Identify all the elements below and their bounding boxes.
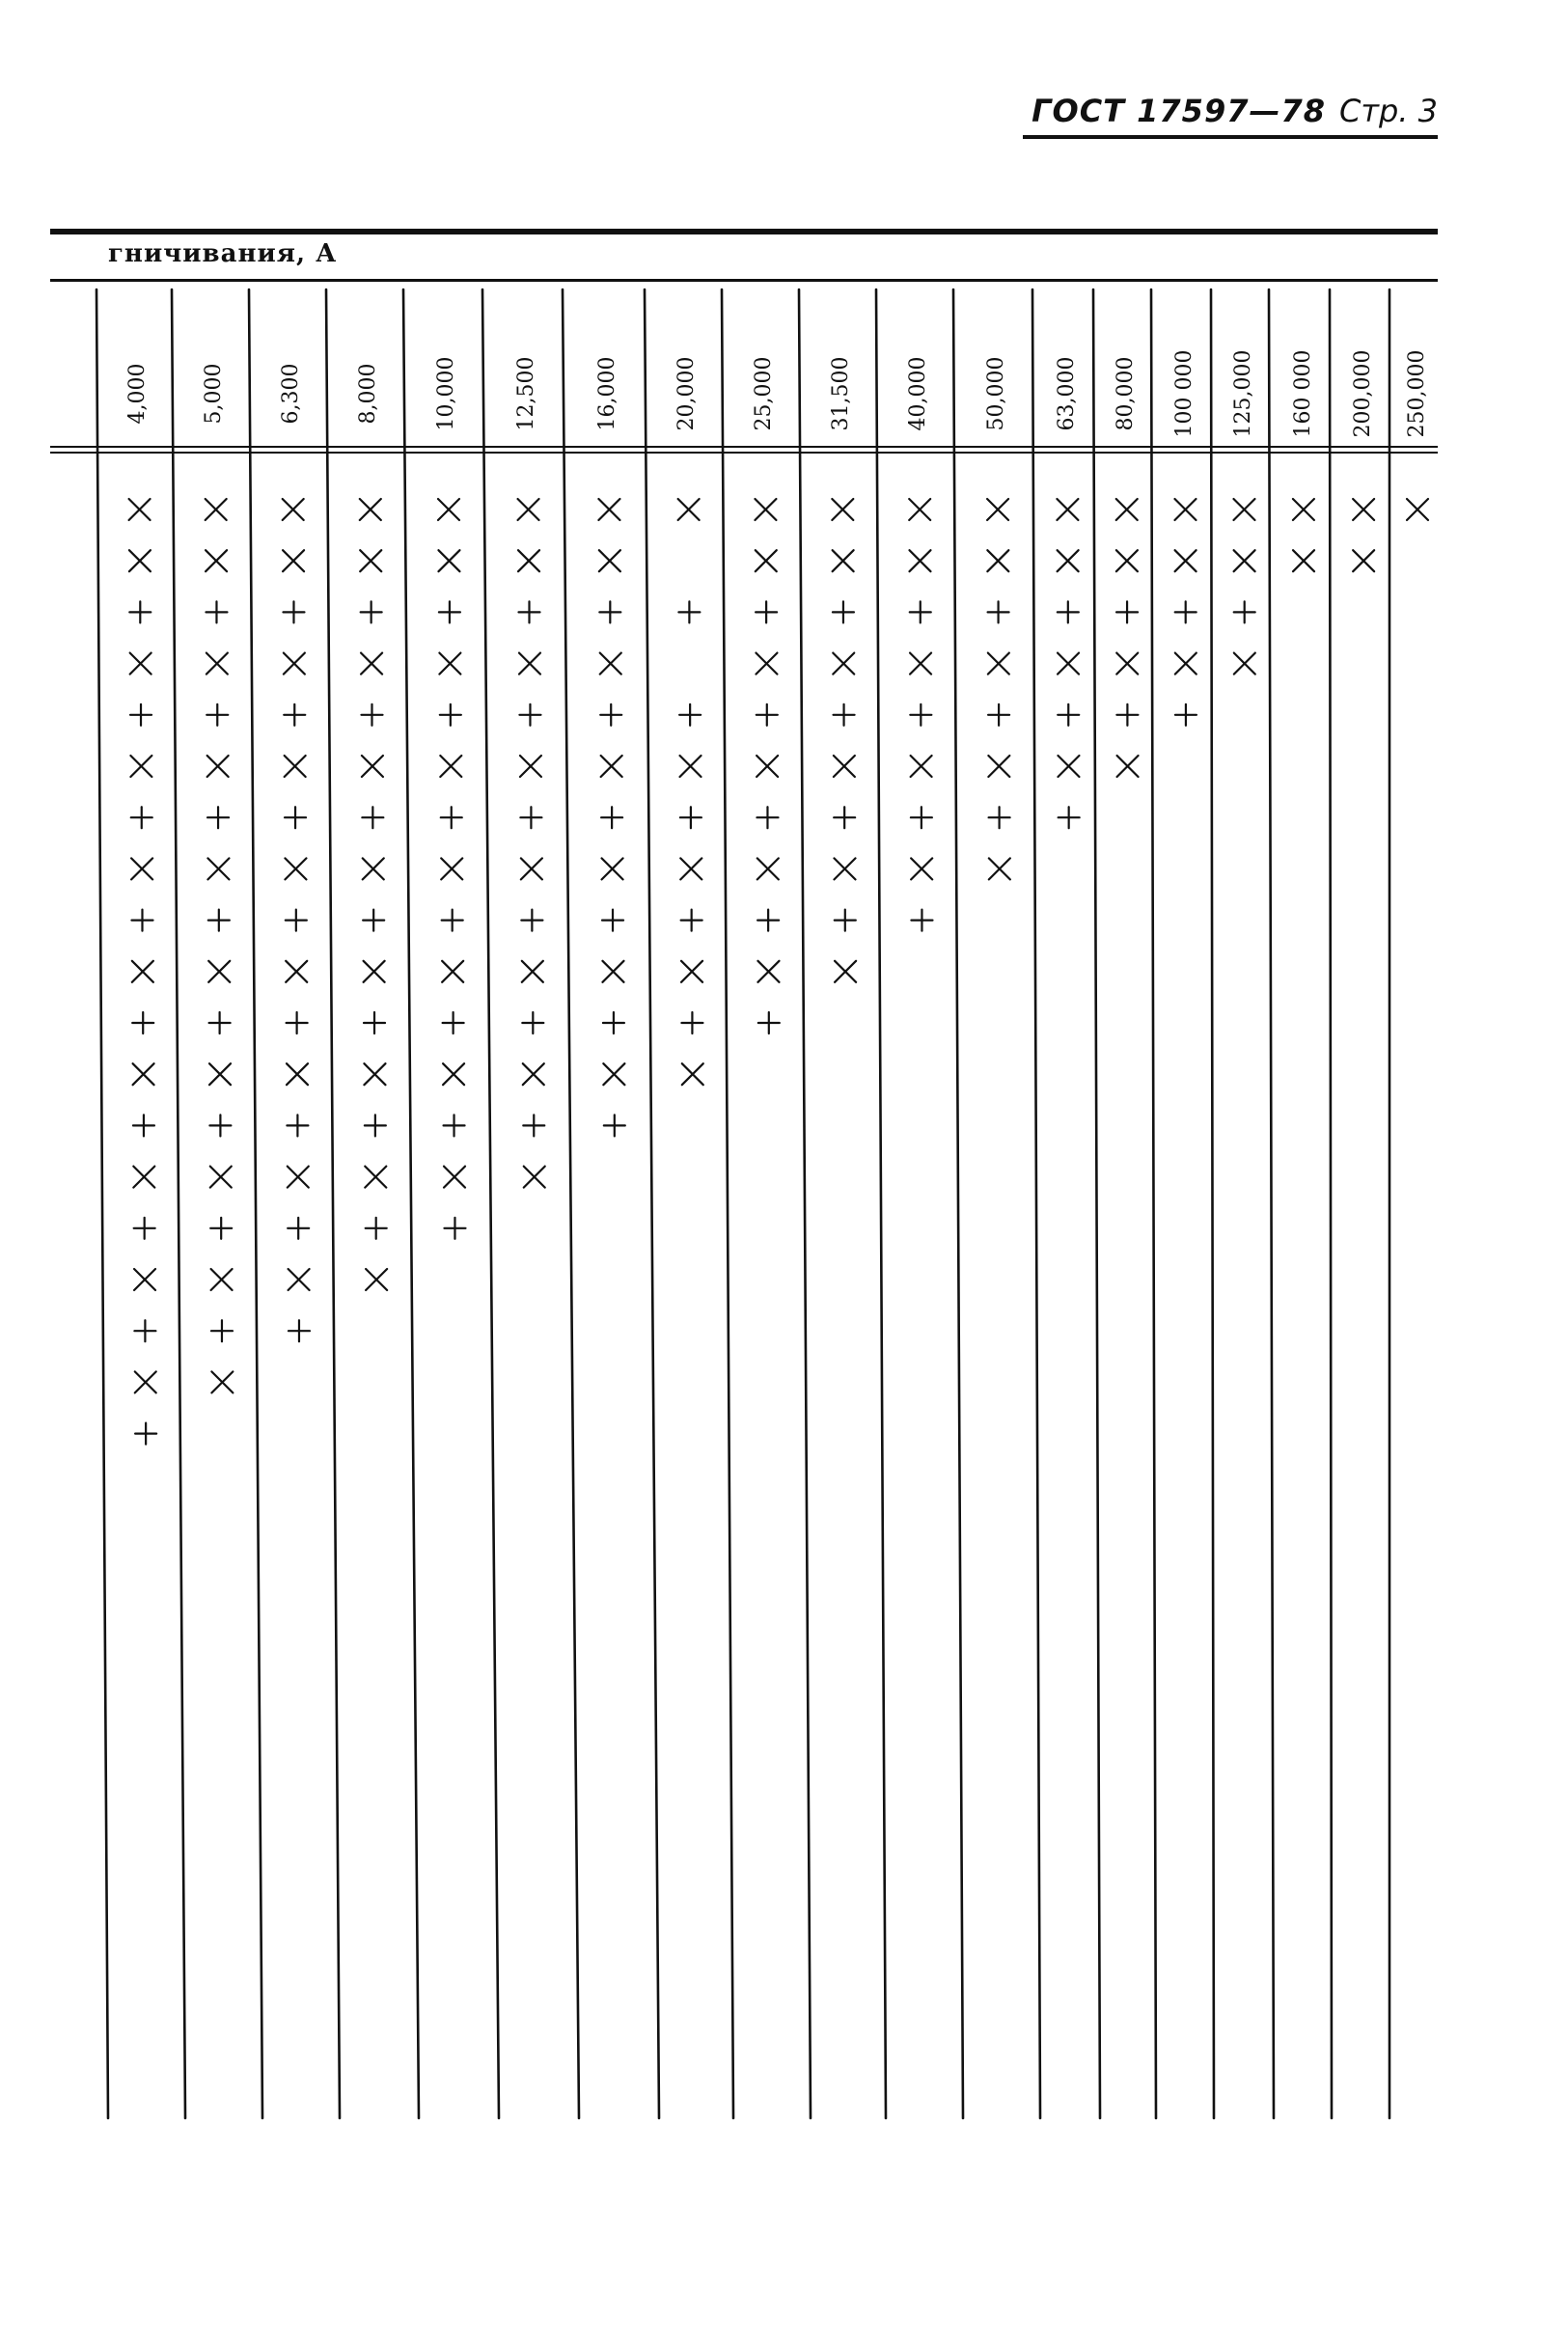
- cross-mark: [520, 756, 541, 777]
- plus-mark: [834, 704, 855, 726]
- plus-mark: [365, 1115, 386, 1136]
- plus-mark: [211, 1320, 233, 1341]
- column-header-label: 125,000: [1231, 349, 1255, 438]
- column-separator: [876, 289, 886, 2118]
- cross-mark: [521, 858, 542, 879]
- cross-mark: [599, 550, 620, 571]
- cross-mark: [832, 499, 853, 520]
- plus-mark: [361, 704, 382, 726]
- plus-mark: [133, 1115, 154, 1136]
- column-header-label: 200,000: [1351, 349, 1375, 438]
- cross-mark: [130, 653, 151, 675]
- column-separator: [722, 289, 733, 2118]
- column-separator: [1032, 289, 1040, 2118]
- column-header-label: 160 000: [1290, 349, 1315, 438]
- cross-mark: [134, 1269, 155, 1290]
- cross-mark: [207, 858, 229, 879]
- cross-mark: [909, 550, 930, 571]
- column-separator: [172, 289, 185, 2118]
- cross-mark: [518, 499, 539, 520]
- cross-mark: [130, 756, 151, 777]
- cross-mark: [834, 858, 855, 879]
- cross-mark: [211, 1269, 233, 1290]
- plus-mark: [361, 601, 382, 622]
- column-header-label: 6,300: [279, 363, 303, 425]
- plus-mark: [603, 1012, 624, 1033]
- cross-mark: [755, 499, 776, 520]
- plus-mark: [444, 1115, 465, 1136]
- cross-mark: [909, 499, 930, 520]
- cross-mark: [1175, 653, 1197, 675]
- plus-mark: [288, 1218, 309, 1239]
- cross-mark: [441, 858, 462, 879]
- cross-mark: [1353, 499, 1374, 520]
- plus-mark: [363, 910, 384, 931]
- plus-mark: [443, 1012, 464, 1033]
- cross-mark: [132, 961, 153, 982]
- cross-mark: [522, 961, 543, 982]
- plus-mark: [287, 1115, 308, 1136]
- plus-mark: [210, 1218, 232, 1239]
- cross-mark: [1407, 499, 1428, 520]
- cross-mark: [1116, 550, 1138, 571]
- cross-mark: [756, 756, 778, 777]
- cross-mark: [987, 550, 1008, 571]
- cross-mark: [1058, 756, 1079, 777]
- plus-mark: [1058, 704, 1079, 726]
- plus-mark: [681, 1012, 702, 1033]
- cross-mark: [757, 858, 779, 879]
- cross-mark: [833, 550, 854, 571]
- cross-mark: [364, 1063, 385, 1085]
- cross-mark: [523, 1063, 544, 1085]
- cross-mark: [283, 499, 304, 520]
- cross-mark: [285, 858, 306, 879]
- plus-mark: [756, 704, 778, 726]
- cross-mark: [284, 653, 305, 675]
- cross-mark: [129, 499, 151, 520]
- cross-mark: [1234, 653, 1255, 675]
- cross-mark: [133, 1167, 154, 1188]
- plus-mark: [600, 704, 621, 726]
- cross-mark: [366, 1269, 387, 1290]
- cross-mark: [133, 1063, 154, 1085]
- cross-mark: [1057, 499, 1078, 520]
- table-caption: гничивания, А: [108, 239, 338, 268]
- cross-mark: [440, 756, 461, 777]
- plus-mark: [833, 601, 854, 622]
- cross-mark: [911, 756, 932, 777]
- cross-mark: [1174, 499, 1196, 520]
- plus-mark: [1175, 704, 1197, 726]
- plus-mark: [988, 601, 1009, 622]
- column-separator: [249, 289, 262, 2118]
- cross-mark: [598, 499, 619, 520]
- cross-mark: [363, 858, 384, 879]
- plus-mark: [1116, 704, 1138, 726]
- cross-mark: [833, 653, 854, 675]
- cross-mark: [680, 756, 701, 777]
- plus-mark: [910, 704, 931, 726]
- cross-mark: [757, 961, 779, 982]
- plus-mark: [679, 704, 701, 726]
- plus-mark: [680, 807, 701, 828]
- column-header-label: 16,000: [594, 356, 619, 431]
- column-header-label: 50,000: [984, 356, 1008, 431]
- plus-mark: [207, 807, 229, 828]
- cross-mark: [988, 653, 1009, 675]
- plus-mark: [439, 601, 460, 622]
- plus-mark: [518, 601, 539, 622]
- cross-mark: [519, 653, 540, 675]
- plus-mark: [834, 807, 855, 828]
- cross-mark: [442, 961, 463, 982]
- cross-mark: [681, 961, 702, 982]
- cross-mark: [1058, 550, 1079, 571]
- plus-mark: [206, 601, 227, 622]
- cross-mark: [1234, 550, 1255, 571]
- plus-mark: [129, 601, 151, 622]
- cross-mark: [206, 550, 227, 571]
- plus-mark: [209, 1012, 231, 1033]
- cross-mark: [911, 858, 932, 879]
- cross-mark: [1058, 653, 1079, 675]
- plus-mark: [988, 704, 1009, 726]
- column-separator: [1151, 289, 1156, 2118]
- plus-mark: [678, 601, 700, 622]
- cross-mark: [1116, 653, 1138, 675]
- plus-mark: [602, 910, 623, 931]
- column-header-label: 10,000: [434, 356, 458, 431]
- cross-mark: [287, 1063, 308, 1085]
- column-separator: [645, 289, 659, 2118]
- cross-mark: [439, 653, 460, 675]
- cross-mark: [206, 499, 227, 520]
- cross-mark: [989, 858, 1010, 879]
- plus-mark: [911, 807, 932, 828]
- column-header-label: 20,000: [674, 356, 699, 431]
- plus-mark: [1175, 601, 1197, 622]
- column-separator: [403, 289, 419, 2118]
- cross-mark: [1117, 756, 1139, 777]
- cross-mark: [207, 756, 229, 777]
- column-header-label: 8,000: [356, 363, 380, 425]
- plus-mark: [520, 807, 541, 828]
- plus-mark: [681, 910, 702, 931]
- cross-mark: [987, 499, 1008, 520]
- plus-mark: [135, 1423, 156, 1445]
- plus-mark: [287, 1012, 308, 1033]
- cross-mark: [756, 653, 777, 675]
- column-separator: [1330, 289, 1332, 2118]
- cross-mark: [283, 550, 304, 571]
- column-header-label: 80,000: [1114, 356, 1138, 431]
- plus-mark: [206, 704, 228, 726]
- cross-mark: [364, 961, 385, 982]
- cross-mark: [756, 550, 777, 571]
- column-header-label: 25,000: [752, 356, 776, 431]
- column-separator: [1269, 289, 1274, 2118]
- page-number: Стр. 3: [1339, 93, 1438, 129]
- cross-mark: [524, 1167, 545, 1188]
- plus-mark: [521, 910, 542, 931]
- column-separator: [1093, 289, 1100, 2118]
- plus-mark: [132, 1012, 153, 1033]
- plus-mark: [756, 807, 778, 828]
- column-header-label: 31,500: [829, 356, 853, 431]
- plus-mark: [1116, 601, 1138, 622]
- cross-mark: [600, 653, 621, 675]
- cross-mark: [1293, 550, 1314, 571]
- plus-mark: [285, 807, 306, 828]
- cross-mark: [678, 499, 700, 520]
- cross-mark: [1116, 499, 1138, 520]
- cross-mark: [438, 550, 459, 571]
- cross-mark: [602, 858, 623, 879]
- column-separator: [326, 289, 340, 2118]
- cross-mark: [208, 961, 230, 982]
- plus-mark: [362, 807, 383, 828]
- cross-mark: [1293, 499, 1314, 520]
- cross-mark: [362, 756, 383, 777]
- plus-mark: [523, 1115, 544, 1136]
- plus-mark: [284, 704, 305, 726]
- standard-number: ГОСТ 17597—78: [1032, 93, 1326, 129]
- plus-mark: [130, 704, 151, 726]
- plus-mark: [911, 910, 932, 931]
- plus-mark: [289, 1320, 310, 1341]
- plus-mark: [522, 1012, 543, 1033]
- column-separator: [953, 289, 963, 2118]
- column-separator: [96, 289, 108, 2118]
- column-header-label: 5,000: [202, 363, 226, 425]
- plus-mark: [835, 910, 856, 931]
- plus-mark: [441, 807, 462, 828]
- column-separator: [482, 289, 499, 2118]
- cross-mark: [603, 1063, 624, 1085]
- column-separator: [1211, 289, 1214, 2118]
- plus-mark: [1058, 601, 1079, 622]
- cross-mark: [601, 756, 622, 777]
- cross-mark: [444, 1167, 465, 1188]
- cross-mark: [443, 1063, 464, 1085]
- cross-mark: [288, 1167, 309, 1188]
- plus-mark: [601, 807, 622, 828]
- column-header-label: 40,000: [906, 356, 930, 431]
- plus-mark: [134, 1320, 155, 1341]
- cross-mark: [682, 1063, 703, 1085]
- cross-mark: [286, 961, 307, 982]
- cross-mark: [1353, 550, 1374, 571]
- cross-mark: [1233, 499, 1254, 520]
- cross-mark: [209, 1063, 231, 1085]
- cross-mark: [910, 653, 931, 675]
- column-separator: [563, 289, 579, 2118]
- cross-mark: [360, 499, 381, 520]
- plus-mark: [444, 1218, 465, 1239]
- cross-mark: [834, 756, 855, 777]
- cross-mark: [285, 756, 306, 777]
- cross-mark: [438, 499, 459, 520]
- plus-mark: [910, 601, 931, 622]
- cross-mark: [211, 1371, 233, 1392]
- plus-mark: [134, 1218, 155, 1239]
- cross-mark: [361, 653, 382, 675]
- plus-mark: [599, 601, 620, 622]
- plus-mark: [758, 1012, 780, 1033]
- plus-mark: [286, 910, 307, 931]
- cross-mark: [835, 961, 856, 982]
- plus-mark: [364, 1012, 385, 1033]
- column-header-label: 63,000: [1054, 356, 1079, 431]
- cross-mark: [210, 1167, 232, 1188]
- plus-mark: [440, 704, 461, 726]
- plus-mark: [209, 1115, 231, 1136]
- column-header-label: 100 000: [1172, 349, 1197, 438]
- cross-mark: [1175, 550, 1197, 571]
- cross-mark: [602, 961, 623, 982]
- plus-mark: [1059, 807, 1080, 828]
- cross-mark: [988, 756, 1009, 777]
- cross-mark: [129, 550, 151, 571]
- plus-mark: [1234, 601, 1255, 622]
- plus-mark: [989, 807, 1010, 828]
- cross-mark: [289, 1269, 310, 1290]
- plus-mark: [604, 1115, 625, 1136]
- plus-mark: [756, 601, 777, 622]
- plus-mark: [283, 601, 304, 622]
- plus-mark: [131, 807, 152, 828]
- cross-mark: [206, 653, 228, 675]
- plus-mark: [519, 704, 540, 726]
- column-header-label: 250,000: [1405, 349, 1429, 438]
- column-separator: [799, 289, 811, 2118]
- cross-mark: [135, 1371, 156, 1392]
- column-header-label: 4,000: [125, 363, 150, 425]
- plus-mark: [442, 910, 463, 931]
- cross-mark: [518, 550, 539, 571]
- plus-mark: [757, 910, 779, 931]
- cross-mark: [360, 550, 381, 571]
- plus-mark: [366, 1218, 387, 1239]
- plus-mark: [208, 910, 230, 931]
- plus-mark: [131, 910, 152, 931]
- cross-mark: [680, 858, 701, 879]
- cross-mark: [365, 1167, 386, 1188]
- column-header-label: 12,500: [513, 356, 538, 431]
- cross-mark: [131, 858, 152, 879]
